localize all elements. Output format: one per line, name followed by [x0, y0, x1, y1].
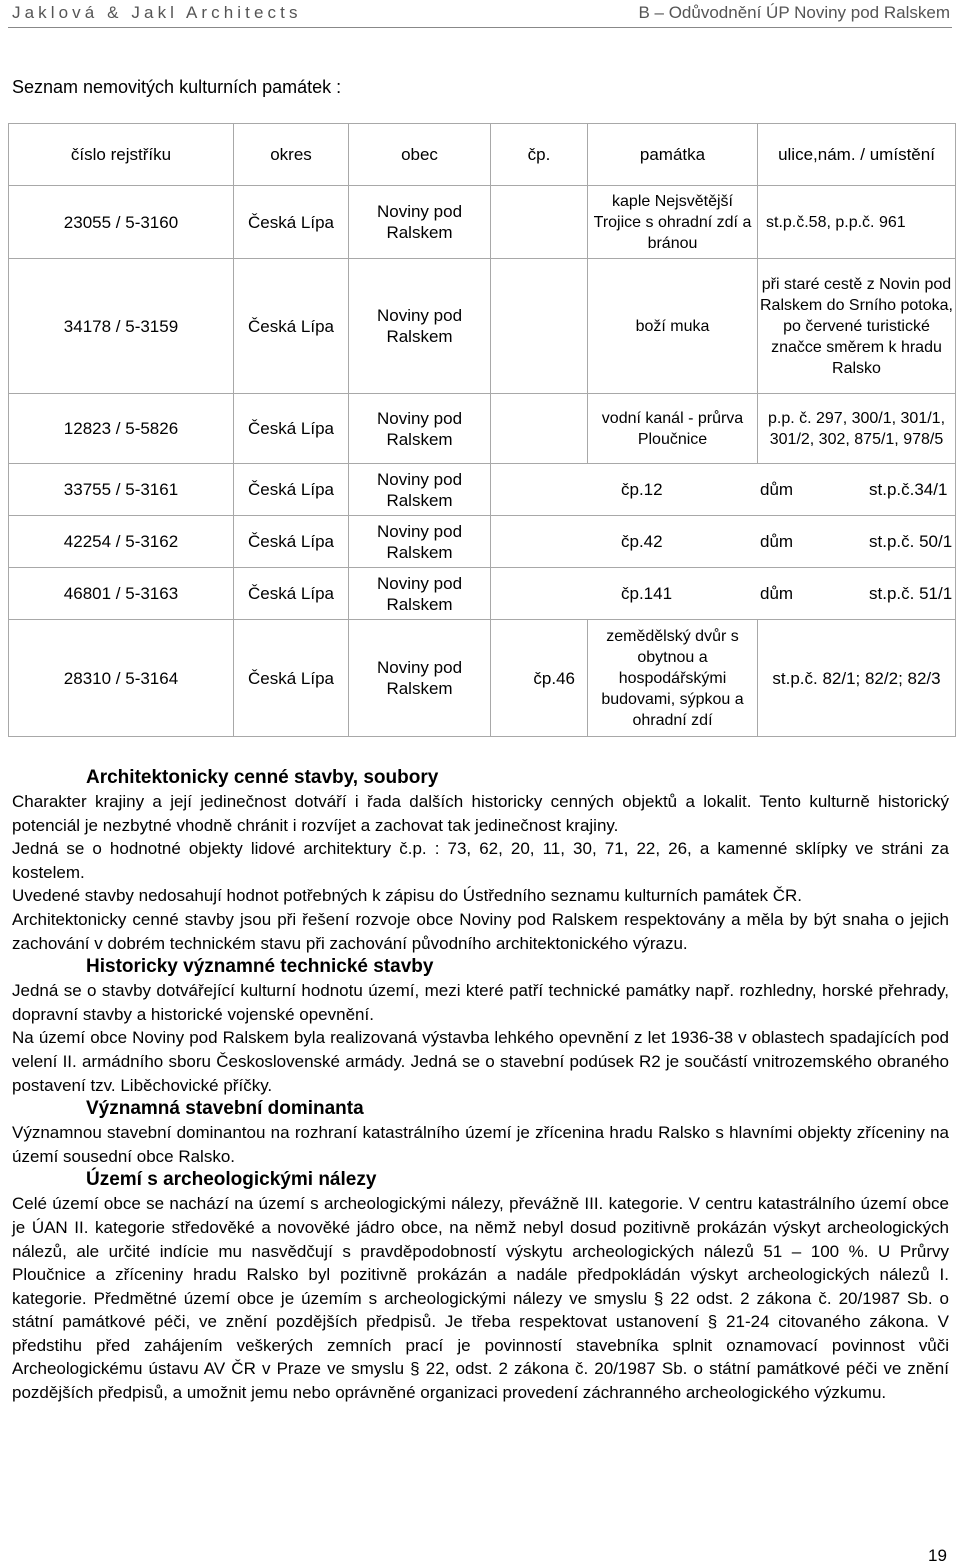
- page-number: 19: [928, 1546, 947, 1565]
- table-row: [9, 516, 956, 568]
- cell-obec: Noviny pod Ralskem: [349, 464, 491, 516]
- cell-cislo: 42254 / 5-3162: [9, 516, 234, 568]
- paragraph: Významnou stavební dominantou na rozhraní katastrálního území je zřícenina hradu Ralsko s hlavními objekty zříceniny na území sousední obce Ralsko.: [12, 1123, 949, 1166]
- cell-pamatka: dům: [760, 584, 794, 603]
- cell-cp: [491, 259, 588, 394]
- section-heading-technical: Historicky významné technické stavby: [86, 956, 434, 978]
- section-heading-dominant: Významná stavební dominanta: [86, 1098, 364, 1120]
- cell-cislo: 33755 / 5-3161: [9, 464, 234, 516]
- cell-okres: Česká Lípa: [234, 186, 349, 259]
- table-row: [9, 464, 956, 516]
- paragraph: Na území obce Noviny pod Ralskem byla realizovaná výstavba lehkého opevnění z let 1936-38 v oblastech spadajících pod velení II. armádního sboru Československé armády. Jedná se o stavební podúsek R2 je součástí vnitrozemského obraného postavení tzv. Liběchovické příčky.: [12, 1028, 949, 1095]
- cell-cp: čp.46: [491, 620, 588, 737]
- col-header-cp: čp.: [491, 124, 588, 186]
- cell-pamatka: kaple Nejsvětější Trojice s ohradní zdí a bránou: [588, 186, 758, 259]
- cell-merged: [491, 568, 956, 620]
- paragraph: Jedná se o stavby dotvářející kulturní hodnotu území, mezi které patří technické památky např. rozhledny, horské přehrady, dopravní stavby a historické vojenské opevnění.: [12, 981, 949, 1024]
- paragraph: Celé území obce se nachází na území s archeologickými nálezy, převážně III. kategorie. V centru katastrálního území obce je ÚAN II. kategorie středověké a novověké jádro obce, na němž nebyl dosud pozitivně prokázán výskyt archeologických nálezů, ale určité indície mu nasvědčují s pravděpodobností výskytu archeologických nálezů 51 – 100 %. U Průrvy Ploučnice a zříceniny hradu Ralsko byl pozitivně prokázán a nadále předpokládán výskyt archeologických nálezů I. kategorie. Předmětné území obce je územím s archeologickými nálezy ve smyslu § 22 odst. 2 zákona č. 20/1987 Sb. o státní památkové péči, ve znění pozdějších předpisů. Je třeba respektovat ustanovení § 21-24 citovaného zákona. V předstihu před zahájením veškerých zemních prací je povinností stavebníka splnit oznamovací povinnost vůči Archeologickému ústavu AV ČR v Praze ve smyslu § 22, odst. 2 zákona č. 20/1987 Sb. o státní památkové péči ve znění pozdějších předpisů, a umožnit jemu nebo oprávněné organizaci provedení záchranného archeologického výzkumu.: [12, 1194, 949, 1403]
- cell-cislo: 34178 / 5-3159: [9, 259, 234, 394]
- section-heading-archaeology: Území s archeologickými nálezy: [86, 1169, 377, 1191]
- cell-cp: čp.12: [621, 480, 663, 499]
- table-header-row: [9, 124, 956, 186]
- header-document-title: B – Odůvodnění ÚP Noviny pod Ralskem: [638, 3, 950, 22]
- table-row: [9, 394, 956, 464]
- cell-pamatka: zemědělský dvůr s obytnou a hospodářskými budovami, sýpkou a ohradní zdí: [588, 620, 758, 737]
- header-firm: Jaklová & Jakl Architects: [12, 3, 302, 22]
- monuments-list-title: Seznam nemovitých kulturních památek :: [12, 77, 342, 97]
- col-header-cislo: číslo rejstříku: [9, 124, 234, 186]
- cell-umisteni: p.p. č. 297, 300/1, 301/1, 301/2, 302, 875/1, 978/5: [758, 394, 956, 464]
- cell-okres: Česká Lípa: [234, 394, 349, 464]
- col-header-obec: obec: [349, 124, 491, 186]
- cell-cp: čp.141: [621, 584, 673, 603]
- cell-obec: Noviny pod Ralskem: [349, 516, 491, 568]
- header-divider: [8, 27, 952, 28]
- cell-cislo: 23055 / 5-3160: [9, 186, 234, 259]
- cell-cp: [491, 186, 588, 259]
- cell-obec: Noviny pod Ralskem: [349, 259, 491, 394]
- body-text: [12, 766, 949, 1405]
- cell-umisteni: st.p.č.58, p.p.č. 961: [758, 186, 956, 259]
- cell-pamatka: vodní kanál - průrva Ploučnice: [588, 394, 758, 464]
- paragraph: Jedná se o hodnotné objekty lidové architektury č.p. : 73, 62, 20, 11, 30, 71, 22, 26, a kamenné sklípky ve stráni za kostelem.: [12, 839, 949, 882]
- paragraph: Architektonicky cenné stavby jsou při řešení rozvoje obce Noviny pod Ralskem respektovány a měla by být snaha o jejich zachování v dobrém technickém stavu při zachování původního architektonického výrazu.: [12, 909, 949, 953]
- col-header-umisteni: ulice,nám. / umístění: [758, 124, 956, 186]
- table-row: [9, 620, 956, 737]
- col-header-pamatka: památka: [588, 124, 758, 186]
- monuments-table: [8, 123, 956, 737]
- cell-umisteni: při staré cestě z Novin pod Ralskem do Srního potoka, po červené turistické značce směrem k hradu Ralsko: [758, 259, 956, 394]
- cell-okres: Česká Lípa: [234, 516, 349, 568]
- cell-okres: Česká Lípa: [234, 259, 349, 394]
- cell-obec: Noviny pod Ralskem: [349, 568, 491, 620]
- cell-pamatka: dům: [760, 532, 794, 551]
- cell-umisteni: st.p.č. 50/1: [869, 532, 953, 551]
- cell-pamatka: dům: [760, 480, 794, 499]
- cell-cp: [491, 394, 588, 464]
- table-row: [9, 186, 956, 259]
- cell-obec: Noviny pod Ralskem: [349, 620, 491, 737]
- cell-obec: Noviny pod Ralskem: [349, 394, 491, 464]
- cell-okres: Česká Lípa: [234, 464, 349, 516]
- cell-merged: [491, 516, 956, 568]
- col-header-okres: okres: [234, 124, 349, 186]
- cell-okres: Česká Lípa: [234, 620, 349, 737]
- paragraph: Charakter krajiny a její jedinečnost dotváří i řada dalších historicky cenných objektů a lokalit. Tento kulturně historický potenciál je nezbytné vhodně chránit i rozvíjet a zachovat tak jedinečnost krajiny.: [12, 792, 949, 835]
- cell-umisteni: st.p.č. 82/1; 82/2; 82/3: [758, 620, 956, 737]
- section-heading-architecture: Architektonicky cenné stavby, soubory: [86, 767, 439, 788]
- cell-obec: Noviny pod Ralskem: [349, 186, 491, 259]
- paragraph: Uvedené stavby nedosahují hodnot potřebných k zápisu do Ústředního seznamu kulturních památek ČR.: [12, 886, 803, 906]
- cell-cp: čp.42: [621, 532, 663, 551]
- table-row: [9, 568, 956, 620]
- cell-cislo: 46801 / 5-3163: [9, 568, 234, 620]
- cell-cislo: 12823 / 5-5826: [9, 394, 234, 464]
- cell-cislo: 28310 / 5-3164: [9, 620, 234, 737]
- cell-merged: [491, 464, 956, 516]
- cell-pamatka: boží muka: [588, 259, 758, 394]
- table-row: [9, 259, 956, 394]
- cell-okres: Česká Lípa: [234, 568, 349, 620]
- cell-umisteni: st.p.č. 51/1: [869, 584, 953, 603]
- cell-umisteni: st.p.č.34/1: [869, 480, 948, 499]
